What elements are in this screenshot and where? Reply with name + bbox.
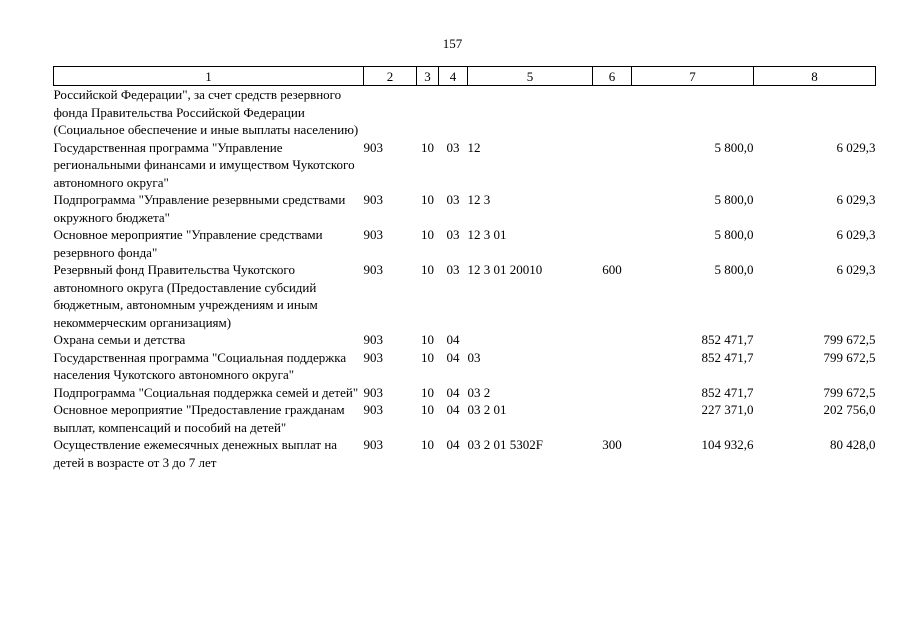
item-name: Государственная программа "Социальная поддержка населения Чукотского автономного округа" — [53, 349, 347, 382]
amount-year-2: 80 428,0 — [830, 437, 876, 452]
amount-year-1 — [632, 86, 754, 139]
target-article-code: 03 2 01 — [467, 402, 507, 417]
expense-type-code — [593, 226, 632, 261]
section-code: 10 — [421, 402, 434, 417]
item-name: Государственная программа "Управление региональными финансами и имуществом Чукотского автономного округа" — [53, 139, 355, 190]
budget-table — [53, 66, 876, 471]
amount-year-2: 6 029,3 — [836, 192, 876, 207]
amount-year-2: 799 672,5 — [823, 332, 876, 347]
table-row — [54, 86, 876, 139]
amount-year-1: 852 471,7 — [701, 332, 754, 347]
section-code: 10 — [421, 332, 434, 347]
section-code: 10 — [421, 227, 434, 242]
section-code: 10 — [421, 262, 434, 277]
subsection-code: 04 — [446, 332, 460, 347]
expense-type-code — [593, 384, 632, 402]
table-row — [54, 139, 876, 192]
table-row — [54, 384, 876, 402]
header-col-4: 4 — [439, 67, 468, 86]
section-code: 10 — [421, 192, 434, 207]
ministry-code: 903 — [363, 437, 383, 452]
amount-year-1: 852 471,7 — [701, 384, 754, 400]
amount-year-1: 852 471,7 — [701, 349, 754, 365]
target-article-code: 03 — [467, 349, 481, 365]
amount-year-2 — [754, 86, 876, 139]
ministry-code: 903 — [363, 227, 383, 242]
ministry-code: 903 — [363, 384, 383, 400]
ministry-code — [364, 86, 417, 139]
amount-year-2: 6 029,3 — [836, 262, 876, 277]
subsection-code: 03 — [446, 139, 460, 155]
subsection-code: 04 — [446, 402, 460, 417]
expense-type-code — [593, 349, 632, 384]
item-name: Основное мероприятие "Предоставление гражданам выплат, компенсаций и пособий на детей" — [53, 402, 345, 435]
table-row — [54, 436, 876, 471]
item-name: Охрана семьи и детства — [53, 332, 186, 347]
ministry-code: 903 — [363, 262, 383, 277]
amount-year-1: 227 371,0 — [701, 402, 754, 417]
ministry-code: 903 — [363, 139, 383, 155]
target-article-code — [468, 331, 593, 349]
subsection-code: 04 — [446, 384, 460, 400]
section-code: 10 — [421, 139, 434, 155]
expense-type-code — [593, 139, 632, 192]
amount-year-2: 202 756,0 — [823, 402, 876, 417]
expense-type-code: 300 — [602, 437, 622, 452]
section-code — [417, 86, 439, 139]
amount-year-1: 5 800,0 — [714, 192, 754, 207]
header-col-2: 2 — [364, 67, 417, 86]
header-row — [54, 67, 876, 86]
target-article-code: 12 — [467, 139, 481, 155]
ministry-code: 903 — [363, 402, 383, 417]
header-col-3: 3 — [417, 67, 439, 86]
subsection-code: 03 — [446, 192, 460, 207]
target-article-code: 12 3 01 20010 — [467, 262, 543, 277]
expense-type-code: 600 — [602, 262, 622, 277]
amount-year-2: 6 029,3 — [836, 227, 876, 242]
item-name: Подпрограмма "Управление резервными средствами окружного бюджета" — [53, 192, 346, 225]
table-row — [54, 349, 876, 384]
item-name: Резервный фонд Правительства Чукотского автономного округа (Предоставление субсидий бюджетным, автономным учреждениям и иным некоммерческим организациям) — [53, 262, 318, 330]
header-col-6: 6 — [593, 67, 632, 86]
header-col-7: 7 — [632, 67, 754, 86]
ministry-code: 903 — [363, 192, 383, 207]
amount-year-2: 6 029,3 — [836, 139, 876, 155]
expense-type-code — [593, 401, 632, 436]
target-article-code: 12 3 01 — [467, 227, 507, 242]
table-row — [54, 331, 876, 349]
table-row — [54, 261, 876, 331]
table-row — [54, 401, 876, 436]
section-code: 10 — [421, 384, 434, 400]
page-number: 157 — [442, 36, 463, 51]
target-article-code — [468, 86, 593, 139]
amount-year-1: 5 800,0 — [714, 262, 754, 277]
target-article-code: 12 3 — [467, 192, 491, 207]
target-article-code: 03 2 — [467, 384, 491, 400]
subsection-code: 03 — [446, 262, 460, 277]
ministry-code: 903 — [363, 349, 383, 365]
header-col-5: 5 — [468, 67, 593, 86]
section-code: 10 — [421, 437, 434, 452]
item-name: Подпрограмма "Социальная поддержка семей и детей" — [53, 384, 359, 400]
amount-year-2: 799 672,5 — [823, 349, 876, 365]
expense-type-code — [593, 331, 632, 349]
item-name: Осуществление ежемесячных денежных выплат на детей в возрасте от 3 до 7 лет — [53, 437, 338, 470]
expense-type-code — [593, 191, 632, 226]
table-row — [54, 226, 876, 261]
subsection-code: 03 — [446, 227, 460, 242]
amount-year-1: 5 800,0 — [714, 139, 754, 155]
ministry-code: 903 — [363, 332, 383, 347]
amount-year-1: 104 932,6 — [701, 437, 754, 452]
item-name: Основное мероприятие "Управление средствами резервного фонда" — [53, 227, 323, 260]
expense-type-code — [593, 86, 632, 139]
section-code: 10 — [421, 349, 434, 365]
amount-year-1: 5 800,0 — [714, 227, 754, 242]
subsection-code: 04 — [446, 349, 460, 365]
subsection-code: 04 — [446, 437, 460, 452]
header-col-8: 8 — [754, 67, 876, 86]
table-row — [54, 191, 876, 226]
subsection-code — [439, 86, 468, 139]
header-col-1: 1 — [54, 67, 364, 86]
amount-year-2: 799 672,5 — [823, 384, 876, 400]
item-name: Российской Федерации", за счет средств резервного фонда Правительства Российской Федерации (Социальное обеспечение и иные выплаты населению) — [53, 87, 359, 137]
target-article-code: 03 2 01 5302F — [467, 437, 543, 452]
